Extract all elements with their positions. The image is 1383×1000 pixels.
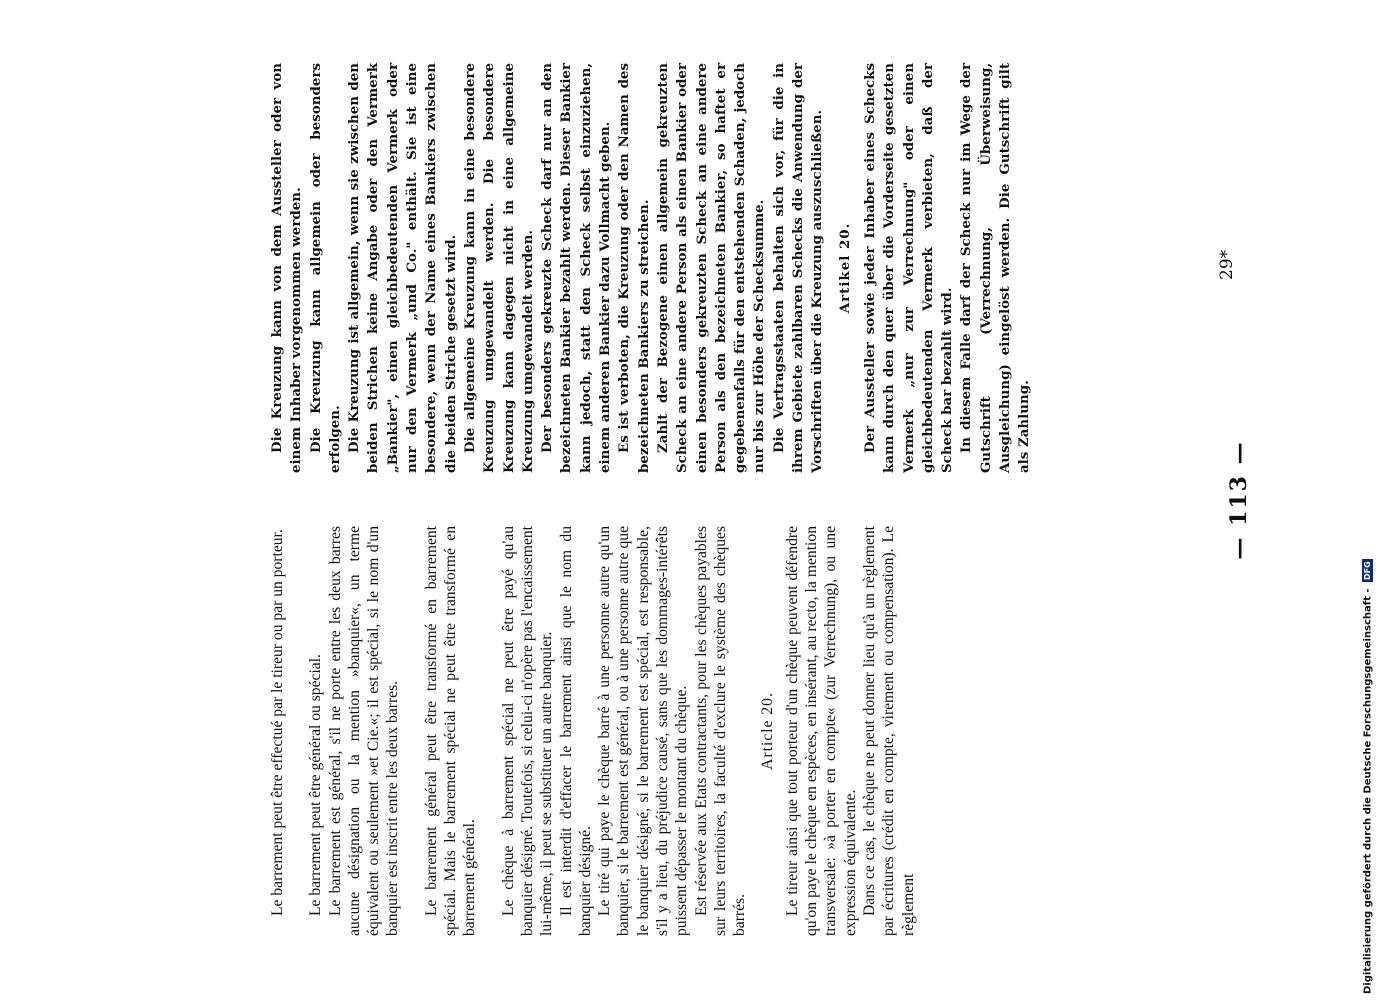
footer-text: Digitalisierung gefördert durch die Deutsche Forschungsgemeinschaft - <box>1362 588 1374 994</box>
footer <box>1362 559 1374 994</box>
paragraph: Le barrement est général, s'il ne porte entre les deux barres aucune désignation ou la mention »banquier«, un terme équivalent ou seulement »et Cie.«; il est spécial, si le nom d'un banquier est inscrit entre les deux barres. <box>326 526 402 936</box>
paragraph: Zahlt der Bezogene einen allgemein gekreuzten Scheck an eine andere Person als einen Bankier oder einen besonders gekreuzten Scheck an eine andere Person als den bezeichneten Bankier, so haftet er gegebenenfalls für den entstehenden Schaden, jedoch nur bis zur Höhe der Schecksumme. <box>654 63 768 473</box>
paragraph: Die allgemeine Kreuzung kann in eine besondere Kreuzung umgewandelt werden. Die besondere Kreuzung kann dagegen nicht in eine allgemeine Kreuzung umgewandelt werden. <box>461 63 536 473</box>
paragraph: Le chèque à barrement spécial ne peut être payé qu'au banquier désigné. Toutefois, si celui-ci n'opère pas l'encaissement lui-même, il peut se substituer un autre banquier. <box>499 526 556 936</box>
dfg-logo: DFG <box>1363 561 1372 580</box>
paragraph: Le barrement général peut être transformé en barrement spécial. Mais le barrement spécial ne peut être transformé en barrement général. <box>422 526 479 936</box>
paragraph: Die Kreuzung kann von dem Aussteller oder von einem Inhaber vorgenommen werden. <box>269 63 305 473</box>
paragraph: Il est interdit d'effacer le barrement ainsi que le nom du banquier désigné. <box>557 526 594 936</box>
paragraph: Le barrement peut être général ou spécial. <box>307 654 325 916</box>
signature-mark: 29* <box>1217 249 1237 280</box>
paragraph: Est réservée aux Etats contractants, pour les chèques payables sur leurs territoires, la faculté d'exclure le système des chèques barrés. <box>692 526 749 936</box>
french-column <box>268 526 918 936</box>
paragraph: Der Aussteller sowie jeder Inhaber eines Schecks kann durch den quer über die Vorderseite gesetzten Vermerk „nur zur Verrechnung" oder einen gleichbedeutenden Vermerk verbieten, daß der Scheck bar bezahlt wird. <box>861 63 956 473</box>
article-heading: Article 20. <box>758 692 776 770</box>
page-number: — 113 — <box>1226 440 1252 560</box>
paragraph: Es ist verboten, die Kreuzung oder den Namen des bezeichneten Bankiers zu streichen. <box>616 63 652 473</box>
paragraph: Dans ce cas, le chèque ne peut donner lieu qu'à un règlement par écritures (crédit en compte, virement ou compensation). Le règlement <box>861 526 917 936</box>
paragraph: Le tiré qui paye le chèque barré à une personne autre qu'un banquier, si le barrement est général, ou à une personne autre que le banquier désigné, si le barrement est spécial, est responsable, s'il y a lieu, du préjudice causé, sans que les dommages-intérêts puissent dépasser le montant du chèque. <box>596 526 691 936</box>
paragraph: Le tireur ainsi que tout porteur d'un chèque peuvent défendre qu'on paye le chèque en espèces, en insérant, au recto, la mention transversale: »à porter en compte« (zur Verrechnung), ou une expression équivalente. <box>783 526 859 936</box>
article-heading: Artikel 20. <box>836 222 853 314</box>
paragraph: Die Kreuzung ist allgemein, wenn sie zwischen den beiden Strichen keine Angabe oder den Vermerk „Bankier", einen gleichbedeutenden Vermerk oder nur den Vermerk „und Co." enthält. Sie ist eine besondere, wenn der Name eines Bankiers zwischen die beiden Striche gesetzt wird. <box>346 63 459 473</box>
paragraph: Die Vertragsstaaten behalten sich vor, für die in ihrem Gebiete zahlbaren Schecks die Anwendung der Vorschriften über die Kreuzung auszuschließen. <box>770 63 826 473</box>
paragraph: Die Kreuzung kann allgemein oder besonders erfolgen. <box>307 63 343 473</box>
paragraph: Le barrement peut être effectué par le tireur ou par un porteur. <box>269 529 286 916</box>
paragraph: Der besonders gekreuzte Scheck darf nur an den bezeichneten Bankier bezahlt werden. Dieser Bankier kann jedoch, statt den Scheck selbst einzuziehen, einem anderen Bankier dazu Vollmacht geben. <box>539 63 614 473</box>
paragraph: In diesem Falle darf der Scheck nur im Wege der Gutschrift (Verrechnung, Überweisung, Ausgleichung) eingelöst werden. Die Gutschrift gilt als Zahlung. <box>958 63 1033 473</box>
german-column <box>268 63 1035 473</box>
